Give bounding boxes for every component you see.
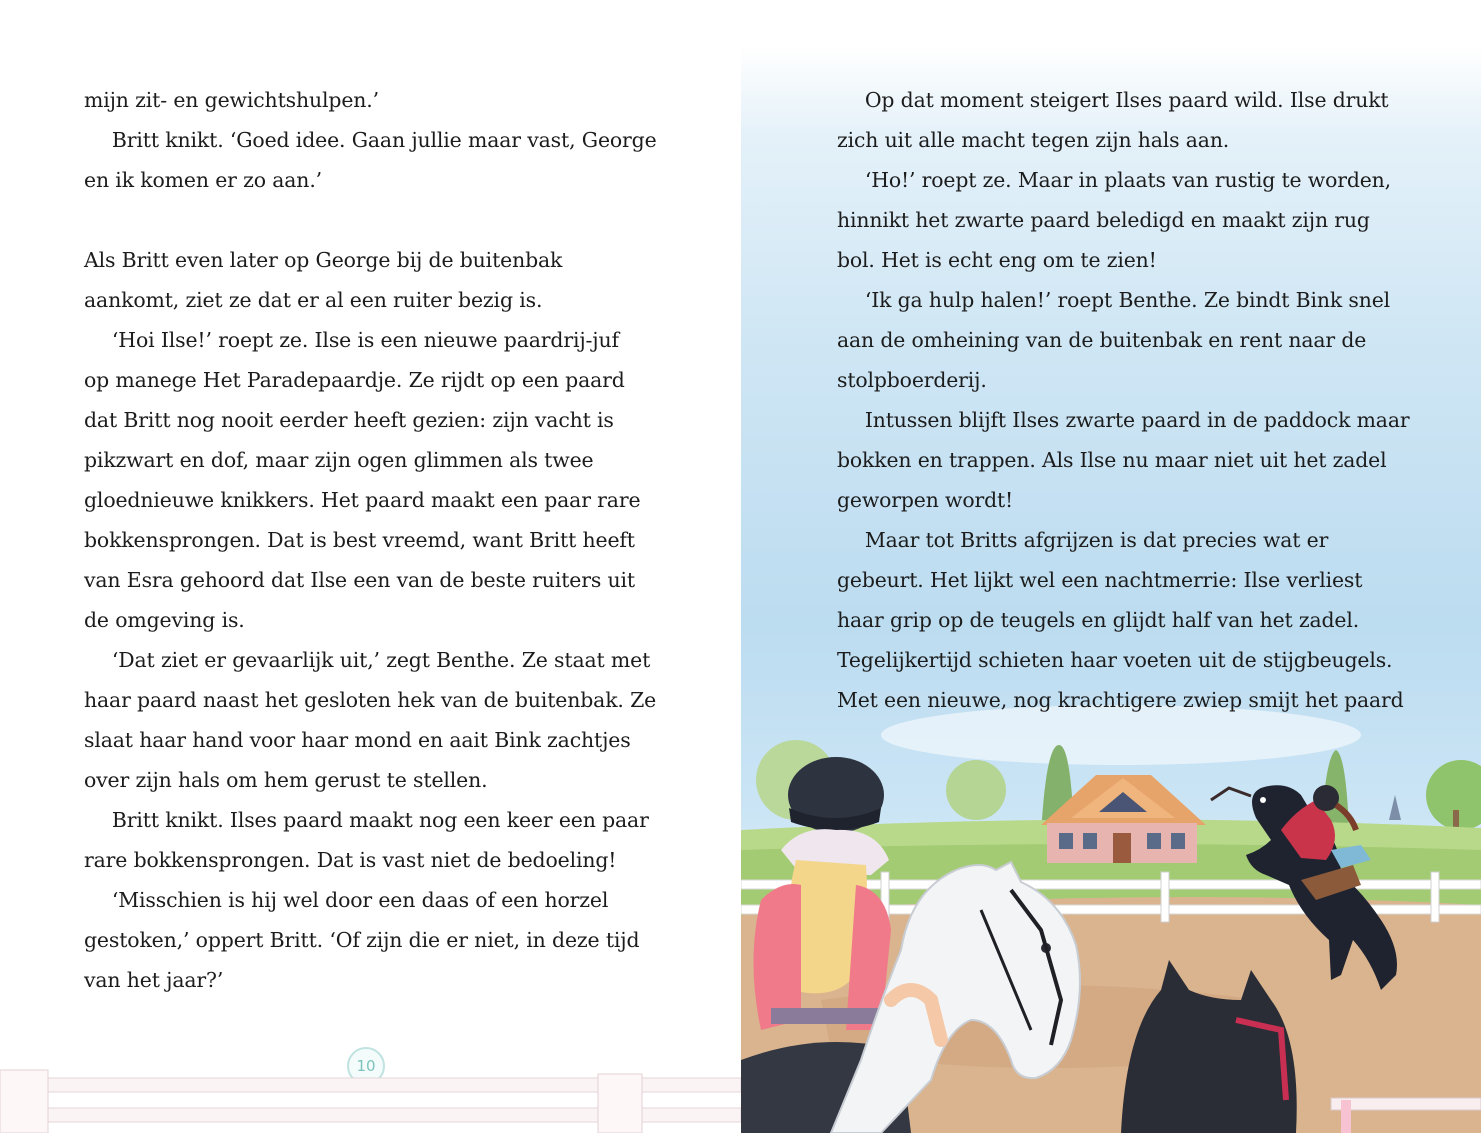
text-line: ‘Misschien is hij wel door een daas of een horzel [111,888,609,912]
text-line: haar grip op de teugels en glijdt half van het zadel. [837,608,1360,632]
text-line: mijn zit- en gewichtshulpen.’ [84,88,379,112]
right-page-text [837,80,1412,720]
text-line: Britt knikt. Ilses paard maakt nog een keer een paar [111,808,649,832]
riding-illustration [741,700,1481,1133]
text-line: rare bokkensprongen. Dat is vast niet de bedoeling! [84,848,617,872]
text-line: pikzwart en dof, maar zijn ogen glimmen als twee [84,448,594,472]
text-line: haar paard naast het gesloten hek van de buitenbak. Ze [84,688,657,712]
text-line: bol. Het is echt eng om te zien! [837,248,1157,272]
text-line: dat Britt nog nooit eerder heeft gezien: zijn vacht is [84,408,614,432]
text-line: ‘Ho!’ roept ze. Maar in plaats van rustig te worden, [864,168,1391,192]
text-line: ‘Ik ga hulp halen!’ roept Benthe. Ze bindt Bink snel [864,288,1391,312]
text-line: over zijn hals om hem gerust te stellen. [84,768,488,792]
left-page-text [84,80,658,1000]
page-number: 10 [347,1047,385,1085]
text-line: aan de omheining van de buitenbak en rent naar de [837,328,1367,352]
text-line: bokkensprongen. Dat is best vreemd, want Britt heeft [84,528,635,552]
text-line: aankomt, ziet ze dat er al een ruiter bezig is. [84,288,543,312]
text-line: ‘Hoi Ilse!’ roept ze. Ilse is een nieuwe paardrij-juf [111,328,619,352]
text-line: en ik komen er zo aan.’ [84,168,323,192]
text-line: bokken en trappen. Als Ilse nu maar niet uit het zadel [837,448,1387,472]
text-line: Britt knikt. ‘Goed idee. Gaan jullie maar vast, George [111,128,657,152]
text-line: Maar tot Britts afgrijzen is dat precies wat er [864,528,1329,552]
text-line: geworpen wordt! [837,488,1014,512]
text-line: van het jaar?’ [84,968,224,992]
text-line: van Esra gehoord dat Ilse een van de beste ruiters uit [84,568,635,592]
text-line: gestoken,’ oppert Britt. ‘Of zijn die er niet, in deze tijd [84,928,640,952]
text-line: op manege Het Paradepaardje. Ze rijdt op een paard [84,368,625,392]
text-line: slaat haar hand voor haar mond en aait Bink zachtjes [84,728,631,752]
text-line: gebeurt. Het lijkt wel een nachtmerrie: Ilse verliest [837,568,1363,592]
text-line: ‘Dat ziet er gevaarlijk uit,’ zegt Benthe. Ze staat met [111,648,651,672]
text-line: Tegelijkertijd schieten haar voeten uit de stijgbeugels. [837,648,1393,672]
blank-line [84,200,657,240]
right-page [741,0,1481,1133]
text-line: de omgeving is. [84,608,245,632]
fence-illustration [0,1060,741,1133]
text-line: stolpboerderij. [837,368,987,392]
text-line: Op dat moment steigert Ilses paard wild. Ilse drukt [864,88,1389,112]
text-line: zich uit alle macht tegen zijn hals aan. [837,128,1230,152]
text-line: Intussen blijft Ilses zwarte paard in de paddock maar [864,408,1410,432]
text-line: gloednieuwe knikkers. Het paard maakt een paar rare [84,488,641,512]
text-line: hinnikt het zwarte paard beledigd en maakt zijn rug [837,208,1370,232]
text-line: Als Britt even later op George bij de buitenbak [84,248,563,272]
text-line: Met een nieuwe, nog krachtigere zwiep smijt het paard [837,688,1404,712]
